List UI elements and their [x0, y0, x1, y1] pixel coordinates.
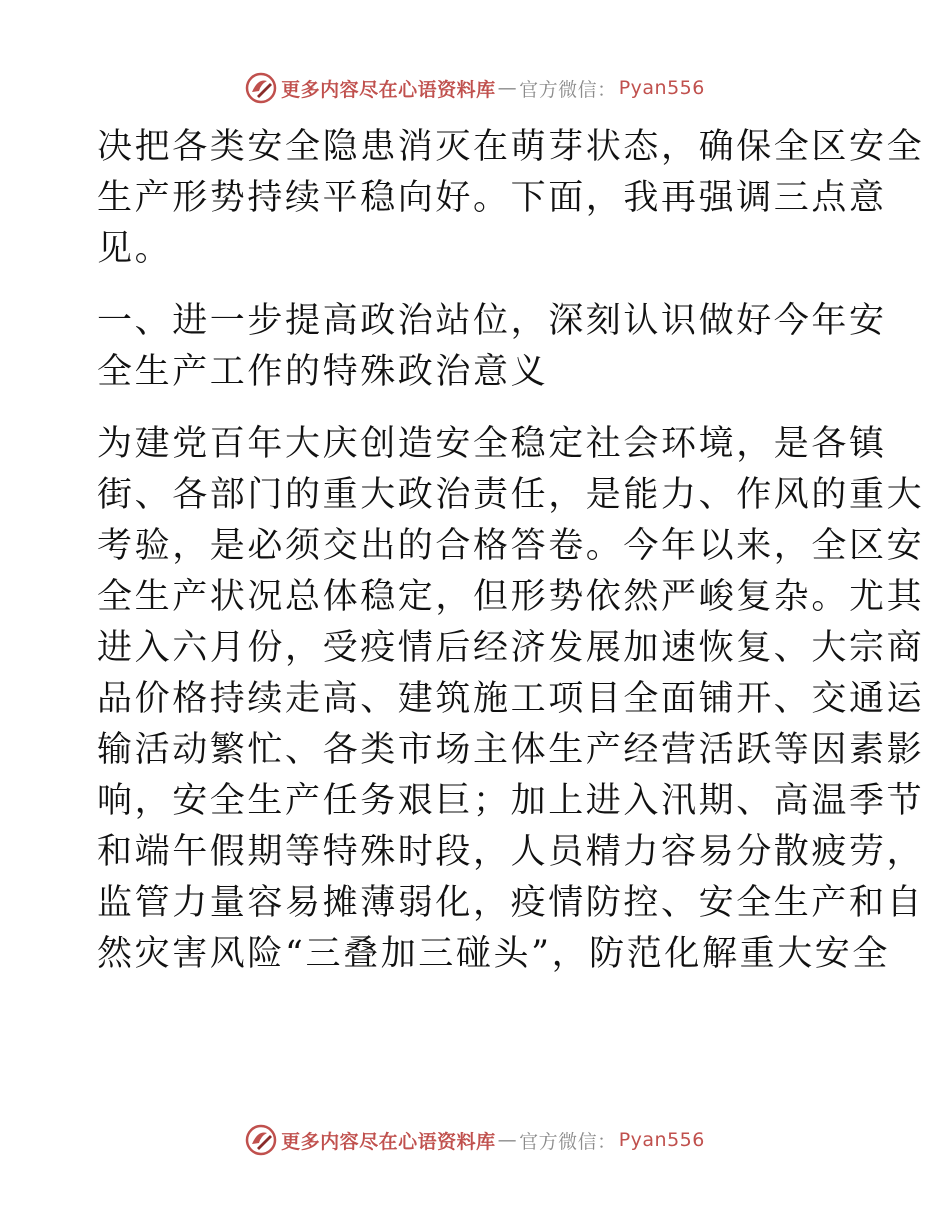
watermark-red-text: 更多内容尽在心语资料库 — [281, 78, 496, 101]
watermark-wechat-label: 官方微信： — [519, 78, 617, 101]
paragraph-section-1 — [97, 419, 925, 980]
text-line: 全生产状况总体稳定，但形势依然严峻复杂。尤其 — [97, 577, 925, 617]
ribbon-logo-icon — [245, 1124, 277, 1156]
watermark-wechat-id: Pyan556 — [618, 1129, 705, 1151]
text-line: 生产形势持续平稳向好。下面，我再强调三点意 — [97, 178, 887, 218]
watermark-separator: — — [497, 77, 518, 99]
text-line: 一、进一步提高政治站位，深刻认识做好今年安 — [97, 301, 887, 341]
text-line: 为建党百年大庆创造安全稳定社会环境，是各镇 — [97, 424, 887, 464]
text-line: 输活动繁忙、各类市场主体生产经营活跃等因素影 — [97, 730, 925, 770]
text-line: 决把各类安全隐患消灭在萌芽状态，确保全区安全 — [97, 127, 925, 167]
footer-watermark — [0, 1124, 950, 1156]
ribbon-logo-icon — [245, 72, 277, 104]
text-line: 响，安全生产任务艰巨；加上进入汛期、高温季节 — [97, 781, 925, 821]
watermark-wechat-label: 官方微信： — [519, 1130, 617, 1153]
text-line: 全生产工作的特殊政治意义 — [97, 352, 549, 392]
section-heading-1 — [97, 296, 887, 398]
document-body — [97, 122, 925, 980]
text-line: 然灾害风险“三叠加三碰头”，防范化解重大安全 — [97, 934, 890, 974]
watermark-wechat-id: Pyan556 — [618, 77, 705, 99]
text-line: 品价格持续走高、建筑施工项目全面铺开、交通运 — [97, 679, 925, 719]
text-line: 进入六月份，受疫情后经济发展加速恢复、大宗商 — [97, 628, 925, 668]
paragraph-intro — [97, 122, 925, 275]
watermark-red-text: 更多内容尽在心语资料库 — [281, 1130, 496, 1153]
text-line: 和端午假期等特殊时段，人员精力容易分散疲劳， — [97, 832, 925, 872]
text-line: 考验，是必须交出的合格答卷。今年以来，全区安 — [97, 526, 925, 566]
text-line: 街、各部门的重大政治责任，是能力、作风的重大 — [97, 475, 925, 515]
watermark-separator: — — [497, 1129, 518, 1151]
header-watermark — [0, 72, 950, 104]
text-line: 见。 — [97, 229, 173, 269]
text-line: 监管力量容易摊薄弱化，疫情防控、安全生产和自 — [97, 883, 925, 923]
